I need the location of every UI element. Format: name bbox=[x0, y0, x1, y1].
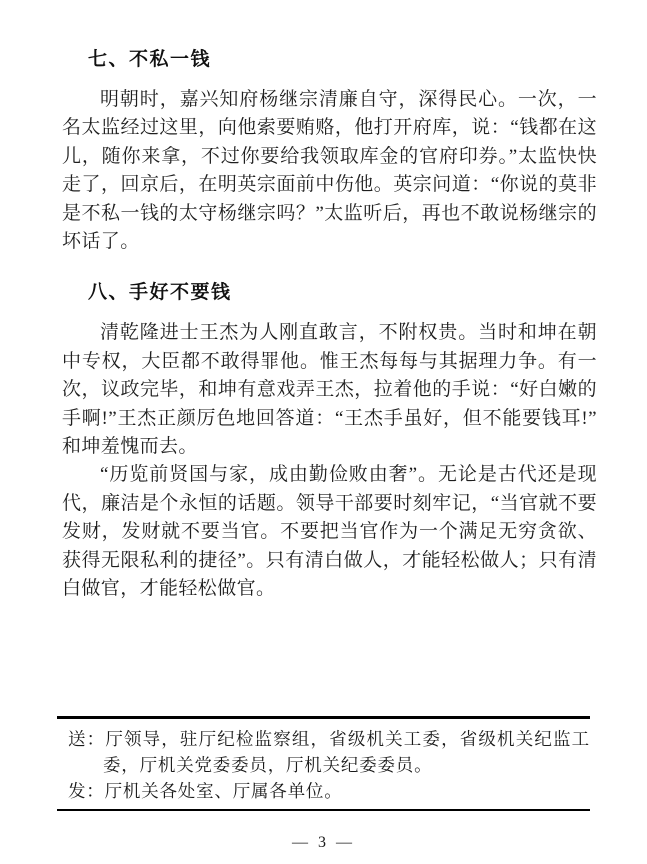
distribution-block bbox=[57, 716, 590, 811]
document-body bbox=[62, 44, 597, 604]
section-heading-8: 八、手好不要钱 bbox=[88, 281, 232, 304]
distribution-label-fa: 发： bbox=[68, 781, 105, 801]
distribution-text-fa: 厅机关各处室、厅属各单位。 bbox=[104, 781, 343, 801]
section-heading-7: 七、不私一钱 bbox=[88, 48, 212, 70]
paragraph-wangjie: 清乾隆进士王杰为人刚直敢言，不附权贵。当时和坤在朝中专权，大臣都不敢得罪他。惟王杰每每与其据理力争。有一次，议政完毕，和坤有意戏弄王杰，拉着他的手说：“好白嫩的手啊!”王杰正颜厉色地回答道：“王杰手虽好，但不能要钱耳!”和坤羞愧而去。 bbox=[62, 322, 597, 458]
distribution-text-song: 厅领导，驻厅纪检监察组，省级机关工委，省级机关纪监工委，厅机关党委委员，厅机关纪委委员。 bbox=[103, 729, 590, 775]
paragraph-yangjizong: 明朝时，嘉兴知府杨继宗清廉自守，深得民心。一次，一名太监经过这里，向他索要贿赂，他打开府库，说：“钱都在这儿，随你来拿，不过你要给我领取库金的官府印券。”太监快快走了，回京后，在明英宗面前中伤他。英宗问道：“你说的莫非是不私一钱的太守杨继宗吗？”太监听后，再也不敢说杨继宗的坏话了。 bbox=[62, 89, 597, 253]
page-number: — 3 — bbox=[292, 834, 355, 851]
distribution-label-song: 送： bbox=[68, 729, 106, 749]
distribution-entry-song bbox=[57, 726, 590, 778]
paragraph-conclusion: “历览前贤国与家，成由勤俭败由奢”。无论是古代还是现代，廉洁是个永恒的话题。领导干部要时刻牢记，“当官就不要发财，发财就不要当官。不要把当官作为一个满足无穷贪欲、获得无限私利的捷径”。只有清白做人，才能轻松做人；只有清白做官，才能轻松做官。 bbox=[62, 464, 597, 600]
distribution-entry-fa bbox=[57, 778, 590, 804]
